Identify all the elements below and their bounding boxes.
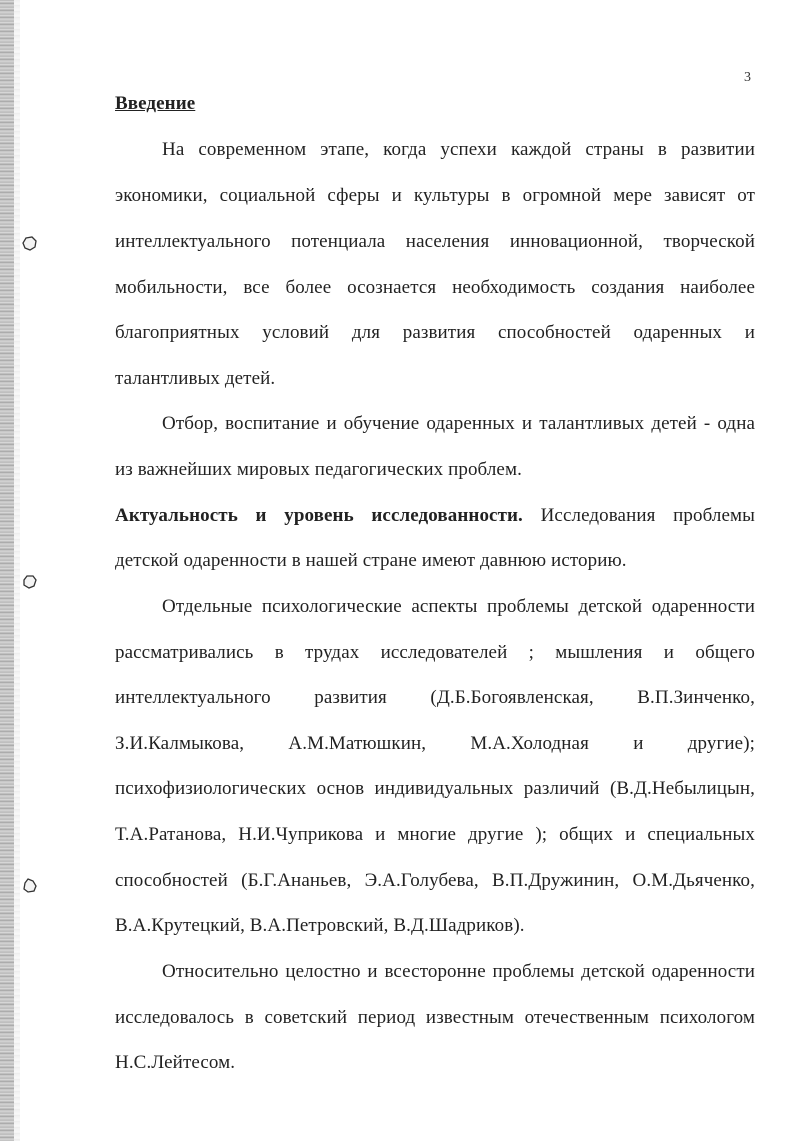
section-heading: Введение — [115, 93, 196, 114]
punch-hole-icon — [22, 574, 38, 590]
text-line: интеллектуального развития (Д.Б.Богоявленская, В.П.Зинченко, — [115, 687, 755, 708]
text-line: В.А.Крутецкий, В.А.Петровский, В.Д.Шадриков). — [115, 915, 525, 936]
text-line: детской одаренности в нашей стране имеют давнюю историю. — [115, 550, 627, 571]
scan-edge-shadow — [14, 0, 20, 1141]
text-line: мобильности, все более осознается необходимость создания наиболее — [115, 277, 755, 298]
text-line: интеллектуального потенциала населения инновационной, творческой — [115, 231, 755, 252]
text-line: На современном этапе, когда успехи каждой страны в развитии — [162, 139, 755, 160]
text-line: психофизиологических основ индивидуальных различий (В.Д.Небылицын, — [115, 778, 755, 799]
text-line: Отдельные психологические аспекты проблемы детской одаренности — [162, 596, 755, 617]
text-line: рассматривались в трудах исследователей ; мышления и общего — [115, 642, 755, 663]
text-line: Т.А.Ратанова, Н.И.Чуприкова и многие другие ); общих и специальных — [115, 824, 755, 845]
text-line: Н.С.Лейтесом. — [115, 1052, 236, 1073]
lead-rest: Исследования проблемы — [540, 505, 755, 526]
punch-hole-icon — [22, 236, 38, 252]
text-line: благоприятных условий для развития способностей одаренных и — [115, 322, 755, 343]
bold-lead: Актуальность и уровень исследованности. — [115, 505, 523, 526]
text-line: экономики, социальной сферы и культуры в огромной мере зависят от — [115, 185, 755, 206]
text-line: исследовалось в советский период известным отечественным психологом — [115, 1007, 755, 1028]
punch-hole-icon — [22, 878, 38, 894]
scan-edge-artifact — [0, 0, 14, 1141]
text-line: Отбор, воспитание и обучение одаренных и талантливых детей - одна — [162, 413, 755, 434]
text-line: способностей (Б.Г.Ананьев, Э.А.Голубева, В.П.Дружинин, О.М.Дьяченко, — [115, 870, 755, 891]
text-line: З.И.Калмыкова, А.М.Матюшкин, М.А.Холодная и другие); — [115, 733, 755, 754]
relevance-line — [115, 504, 755, 528]
text-line: из важнейших мировых педагогических проблем. — [115, 459, 522, 480]
text-line: талантливых детей. — [115, 368, 276, 389]
text-line: Относительно целостно и всесторонне проблемы детской одаренности — [162, 961, 755, 982]
page-number: 3 — [744, 70, 751, 85]
